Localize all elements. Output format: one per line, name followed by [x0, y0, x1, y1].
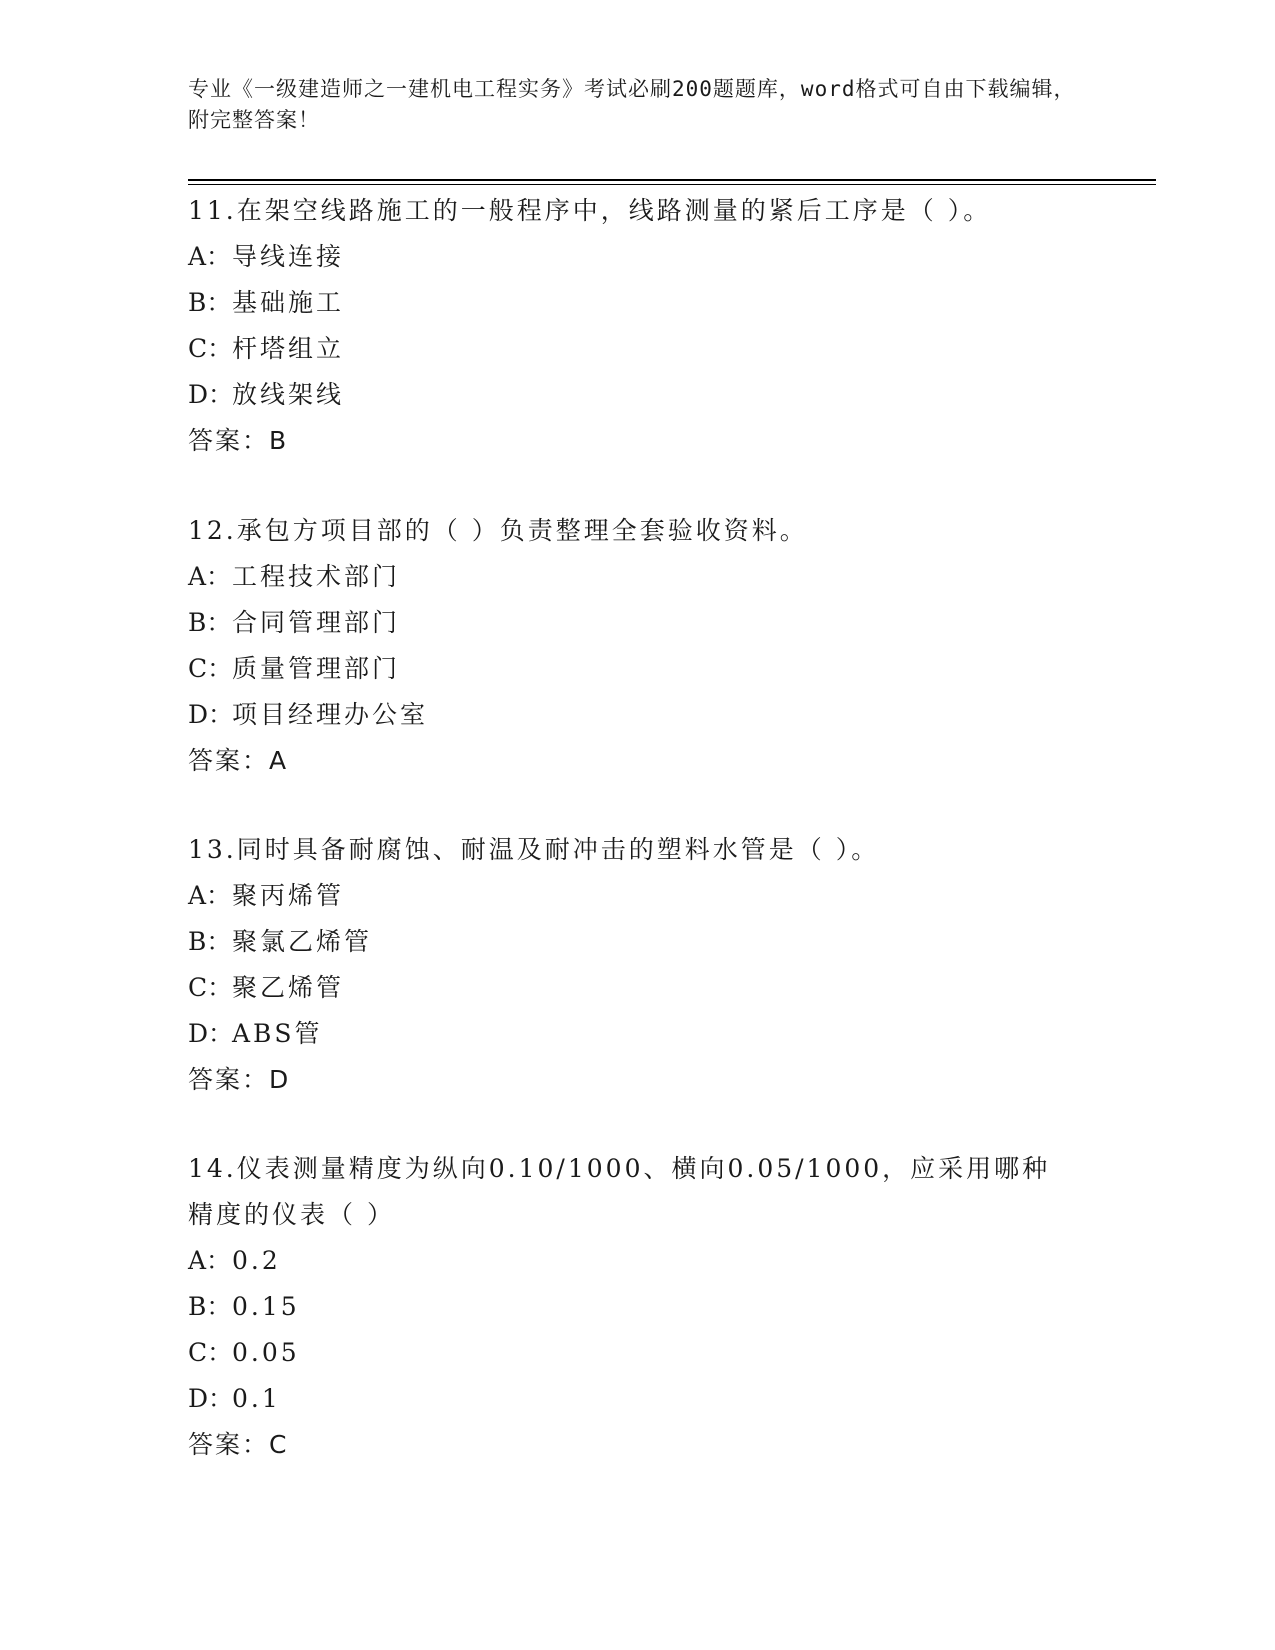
option-letter: A：	[188, 562, 232, 591]
option-text: 0.1	[232, 1384, 281, 1413]
option-letter: C：	[188, 1338, 233, 1367]
option-c	[188, 1330, 1088, 1376]
answer-line: 答案：D	[188, 1065, 291, 1094]
option-text: 导线连接	[232, 242, 345, 271]
option-d	[188, 1376, 1088, 1422]
option-letter: D：	[188, 1384, 234, 1413]
option-text: 聚氯乙烯管	[232, 927, 373, 956]
option-text: 基础施工	[232, 288, 345, 317]
option-d	[188, 372, 1088, 418]
option-a	[188, 554, 1088, 600]
question-stem: 12.承包方项目部的（ ）负责整理全套验收资料。	[188, 516, 808, 545]
question-block-11	[188, 188, 1088, 464]
option-c	[188, 646, 1088, 692]
option-text: 0.2	[232, 1246, 281, 1275]
option-text: 0.15	[232, 1292, 300, 1321]
question-stem: 11.在架空线路施工的一般程序中，线路测量的紧后工序是（ ）。	[188, 196, 992, 225]
option-letter: B：	[188, 608, 232, 637]
option-letter: D：	[188, 1019, 234, 1048]
option-a	[188, 1238, 1088, 1284]
question-stem: 14.仪表测量精度为纵向0.10/1000、横向0.05/1000，应采用哪种精度的仪表（ ）	[188, 1154, 1051, 1229]
question-stem: 13.同时具备耐腐蚀、耐温及耐冲击的塑料水管是（ ）。	[188, 835, 880, 864]
header-divider-thin	[188, 184, 1156, 185]
option-c	[188, 965, 1088, 1011]
option-a	[188, 234, 1088, 280]
header-divider-thick	[188, 179, 1156, 181]
option-d	[188, 692, 1088, 738]
option-text: 项目经理办公室	[232, 700, 429, 729]
question-block-13	[188, 827, 1088, 1103]
option-text: 合同管理部门	[232, 608, 401, 637]
answer-line: 答案：A	[188, 746, 289, 775]
option-text: 杆塔组立	[232, 334, 345, 363]
option-b	[188, 919, 1088, 965]
option-letter: D：	[188, 700, 234, 729]
option-b	[188, 1284, 1088, 1330]
option-text: 工程技术部门	[232, 562, 401, 591]
option-letter: C：	[188, 654, 233, 683]
option-letter: D：	[188, 380, 234, 409]
option-a	[188, 873, 1088, 919]
option-b	[188, 280, 1088, 326]
option-letter: A：	[188, 242, 232, 271]
option-text: ABS管	[232, 1019, 323, 1048]
question-block-14	[188, 1146, 1088, 1468]
option-letter: C：	[188, 973, 233, 1002]
option-letter: C：	[188, 334, 233, 363]
option-c	[188, 326, 1088, 372]
document-intro: 专业《一级建造师之一建机电工程实务》考试必刷200题题库，word格式可自由下载编辑，附完整答案！	[188, 77, 1076, 132]
option-letter: A：	[188, 1246, 232, 1275]
option-letter: B：	[188, 288, 232, 317]
option-letter: A：	[188, 881, 232, 910]
answer-line: 答案：B	[188, 426, 289, 455]
option-b	[188, 600, 1088, 646]
option-text: 质量管理部门	[232, 654, 401, 683]
option-text: 放线架线	[232, 380, 345, 409]
option-text: 聚丙烯管	[232, 881, 345, 910]
answer-line: 答案：C	[188, 1430, 289, 1459]
question-block-12	[188, 508, 1088, 784]
option-text: 0.05	[232, 1338, 300, 1367]
option-letter: B：	[188, 927, 232, 956]
option-text: 聚乙烯管	[232, 973, 345, 1002]
option-letter: B：	[188, 1292, 232, 1321]
option-d	[188, 1011, 1088, 1057]
